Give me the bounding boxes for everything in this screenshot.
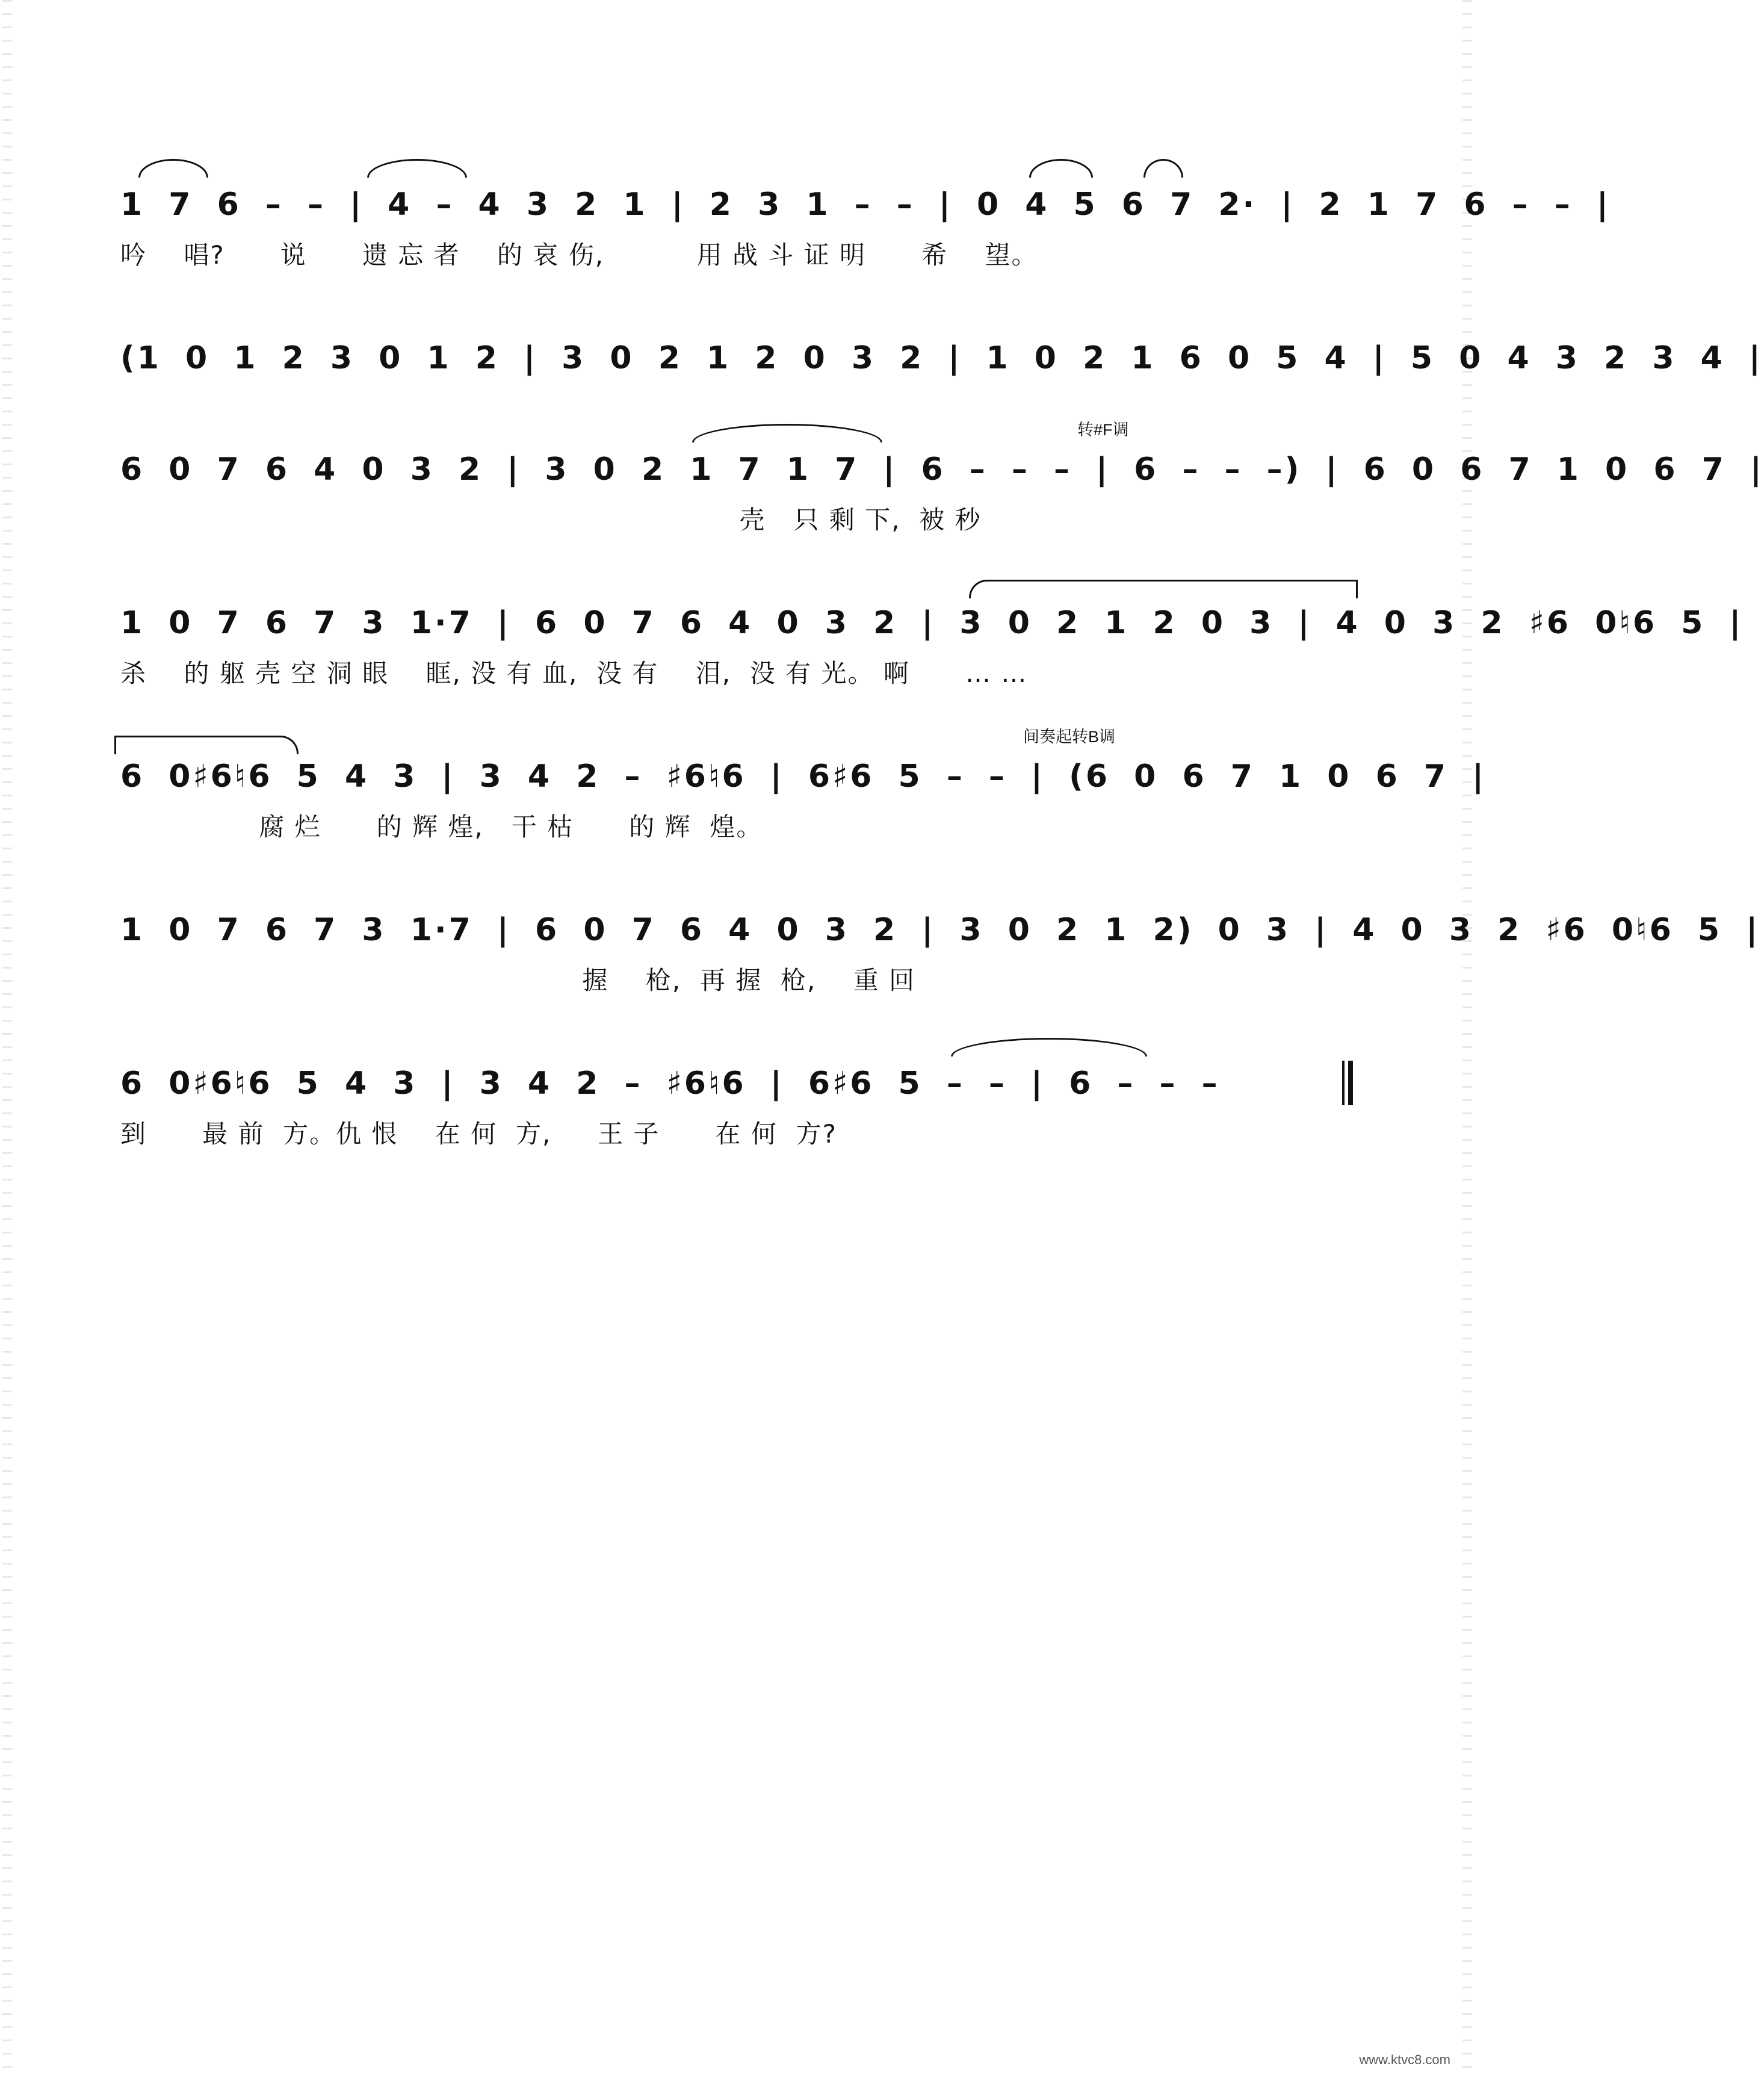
score-row-2 — [120, 334, 1763, 382]
slur-mark — [1029, 159, 1093, 178]
score-row-5 — [120, 728, 1487, 842]
lyric-line: 到 最 前 方。仇 恨 在 何 方, 王 子 在 何 方? — [120, 1119, 837, 1149]
watermark: www.ktvc8.com — [1359, 2052, 1450, 2067]
score-row-3 — [120, 421, 1764, 535]
slur-mark — [692, 424, 882, 442]
lyric-line: 腐 烂 的 辉 煌, 干 枯 的 辉 煌。 — [120, 812, 763, 842]
notation-line: 6 0♯6♮6 5 4 3 | 3 4 2 – ♯6♮6 | 6♯6 5 – – | (6 0 6 7 1 0 6 7 | — [120, 758, 1487, 795]
slur-mark — [114, 736, 299, 754]
lyric-line: 握 枪, 再 握 枪, 重 回 — [120, 966, 916, 995]
slur-mark — [367, 159, 467, 178]
slur-mark — [951, 1038, 1147, 1056]
slur-mark — [1144, 159, 1183, 178]
lyric-line: 吟 唱? 说 遗 忘 者 的 哀 伤, 用 战 斗 证 明 希 望。 — [120, 240, 1038, 270]
notation-line: 6 0 7 6 4 0 3 2 | 3 0 2 1 7 1 7 | 6 – – – | 6 – – –) | 6 0 6 7 1 0 6 7 | — [120, 451, 1764, 488]
score-row-6 — [120, 906, 1760, 995]
interlude-annotation: 间奏起转B调 — [1023, 728, 1116, 746]
notation-line: (1 0 1 2 3 0 1 2 | 3 0 2 1 2 0 3 2 | 1 0 2 1 6 0 5 4 | 5 0 4 3 2 3 4 | — [120, 340, 1763, 376]
notation-line: 1 7 6 – – | 4 – 4 3 2 1 | 2 3 1 – – | 0 4 5 6 7 2· | 2 1 7 6 – – | — [120, 187, 1611, 223]
page-edge-left — [2, 0, 12, 2075]
final-barline — [1342, 1061, 1352, 1105]
notation-line: 1 0 7 6 7 3 1·7 | 6 0 7 6 4 0 3 2 | 3 0 2 1 2 0 3 | 4 0 3 2 ♯6 0♮6 5 | — [120, 605, 1744, 641]
score-row-7 — [120, 1059, 1354, 1149]
score-row-4 — [120, 599, 1744, 688]
slur-mark — [138, 159, 208, 178]
lyric-line: 杀 的 躯 壳 空 洞 眼 眶, 没 有 血, 没 有 泪, 没 有 光。 啊 … … — [120, 659, 1028, 688]
lyric-line: 壳 只 剩 下, 被 秒 — [120, 505, 982, 535]
key-change-annotation: 转#F调 — [1077, 421, 1129, 439]
score-row-1 — [120, 181, 1611, 270]
slur-mark — [969, 580, 1358, 598]
notation-line: 1 0 7 6 7 3 1·7 | 6 0 7 6 4 0 3 2 | 3 0 2 1 2) 0 3 | 4 0 3 2 ♯6 0♮6 5 | — [120, 912, 1760, 948]
page-edge-right — [1462, 0, 1472, 2075]
notation-line: 6 0♯6♮6 5 4 3 | 3 4 2 – ♯6♮6 | 6♯6 5 – – | 6 – – – — [120, 1065, 1220, 1102]
